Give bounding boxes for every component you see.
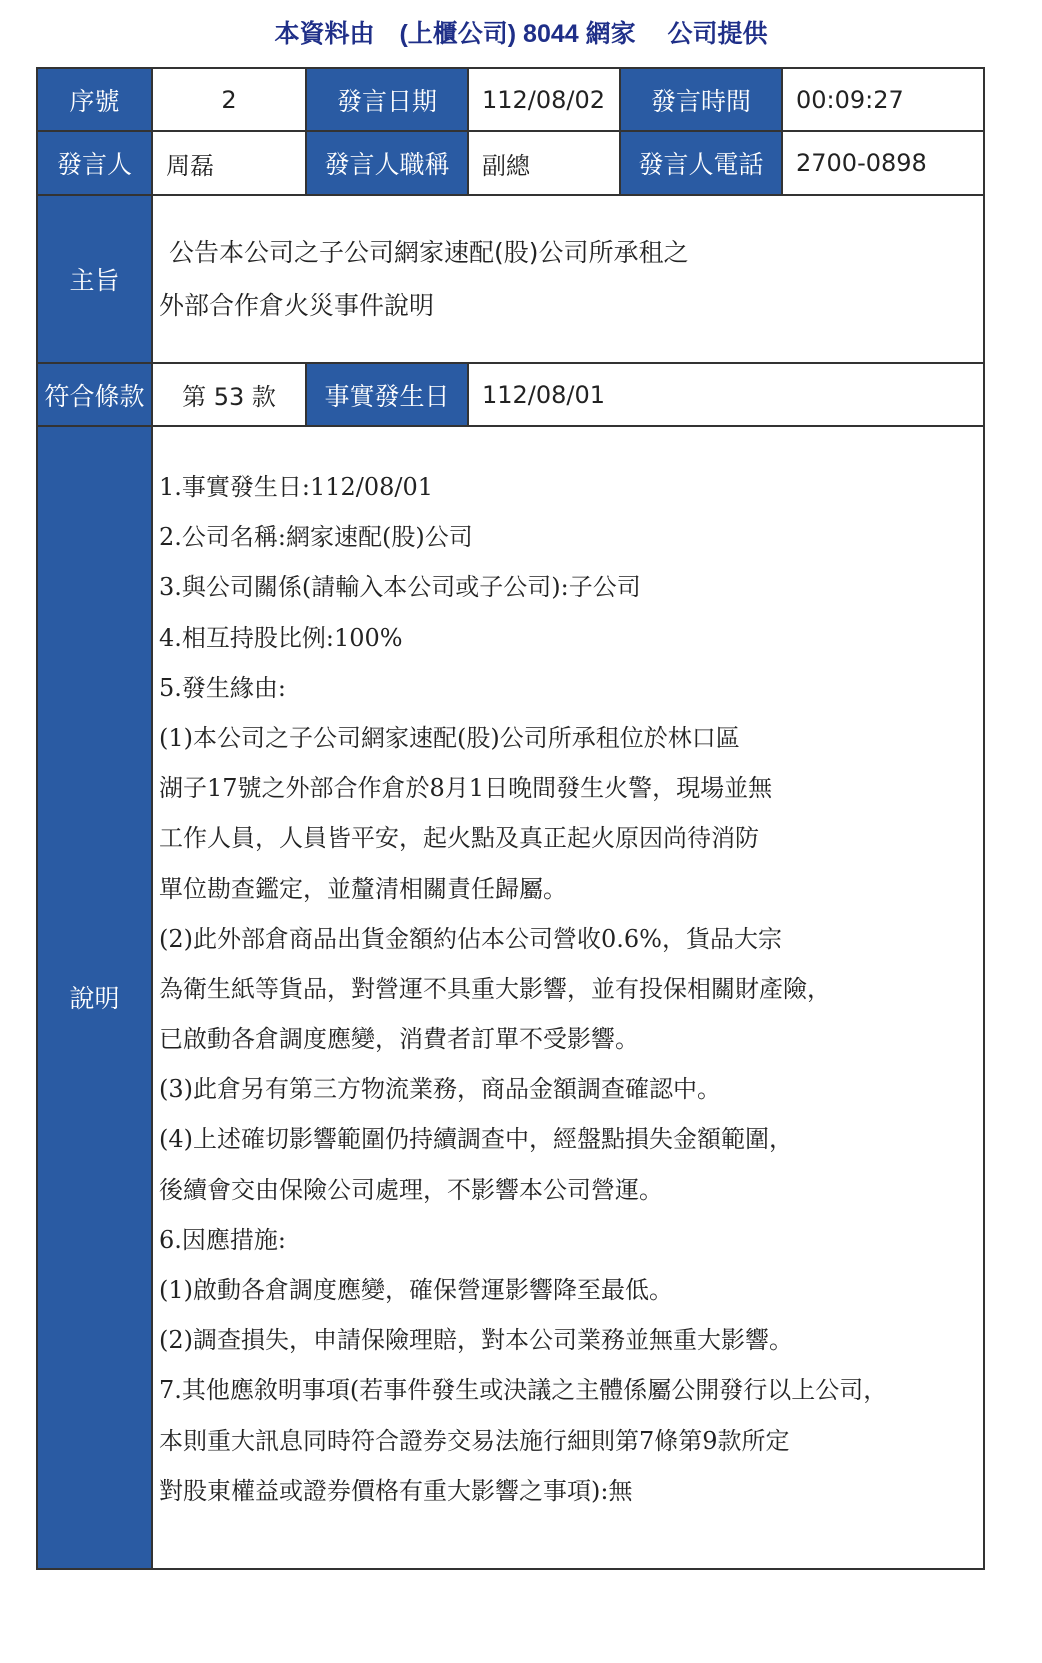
description-line: 7.其他應敘明事項(若事件發生或決議之主體係屬公開發行以上公司， — [159, 1376, 888, 1405]
speaker-value: 周磊 — [152, 131, 306, 195]
description-line: (4)上述確切影響範圍仍持續調查中，經盤點損失金額範圍， — [159, 1125, 793, 1154]
speaker-title-value: 副總 — [468, 131, 620, 195]
description-line: 1.事實發生日:112/08/01 — [159, 473, 434, 501]
subject-line: 外部合作倉火災事件說明 — [159, 291, 435, 320]
speaker-title-label: 發言人職稱 — [306, 131, 468, 195]
description-line: 單位勘查鑑定，並釐清相關責任歸屬。 — [159, 874, 567, 903]
description-line: (1)本公司之子公司網家速配(股)公司所承租位於林口區 — [159, 723, 740, 752]
row-clause — [37, 363, 984, 426]
page-title: 本資料由 (上櫃公司) 8044 網家 公司提供 — [274, 20, 768, 48]
date-label: 發言日期 — [306, 68, 468, 131]
fact-date-value: 112/08/01 — [468, 363, 984, 426]
row-subject — [37, 195, 984, 363]
description-line: (3)此倉另有第三方物流業務，商品金額調查確認中。 — [159, 1075, 721, 1104]
row-speaker — [37, 131, 984, 195]
subject-value — [152, 195, 984, 363]
description-line: 工作人員，人員皆平安，起火點及真正起火原因尚待消防 — [159, 824, 759, 853]
description-line: 後續會交由保險公司處理，不影響本公司營運。 — [159, 1175, 663, 1204]
description-line: (2)此外部倉商品出貨金額約佔本公司營收0.6%，貨品大宗 — [159, 924, 782, 953]
date-value: 112/08/02 — [468, 68, 620, 131]
description-line: 湖子17號之外部合作倉於8月1日晚間發生火警，現場並無 — [159, 774, 773, 803]
fact-date-label: 事實發生日 — [306, 363, 468, 426]
description-line: 本則重大訊息同時符合證券交易法施行細則第7條第9款所定 — [159, 1426, 790, 1455]
description-line: 為衛生紙等貨品，對營運不具重大影響，並有投保相關財產險， — [159, 974, 831, 1003]
time-value: 00:09:27 — [782, 68, 984, 131]
subject-label: 主旨 — [37, 195, 152, 363]
row-description — [37, 426, 984, 1569]
clause-value: 第 53 款 — [152, 363, 306, 426]
time-label: 發言時間 — [620, 68, 782, 131]
description-label: 說明 — [37, 426, 152, 1569]
subject-line: 公告本公司之子公司網家速配(股)公司所承租之 — [169, 238, 689, 267]
seq-label: 序號 — [37, 68, 152, 131]
description-line: 3.與公司關係(請輸入本公司或子公司):子公司 — [159, 573, 641, 602]
description-line: (1)啟動各倉調度應變，確保營運影響降至最低。 — [159, 1276, 673, 1304]
description-line: 已啟動各倉調度應變，消費者訂單不受影響。 — [159, 1025, 639, 1054]
description-line: 6.因應措施: — [159, 1225, 286, 1254]
description-line: 對股東權益或證券價格有重大影響之事項):無 — [159, 1476, 633, 1505]
announcement-table — [36, 67, 985, 1570]
description-line: 2.公司名稱:網家速配(股)公司 — [159, 523, 473, 552]
speaker-phone-label: 發言人電話 — [620, 131, 782, 195]
speaker-label: 發言人 — [37, 131, 152, 195]
description-line: (2)調查損失，申請保險理賠，對本公司業務並無重大影響。 — [159, 1326, 793, 1355]
row-sequence — [37, 68, 984, 131]
seq-value: 2 — [152, 68, 306, 131]
clause-label: 符合條款 — [37, 363, 152, 426]
description-value — [152, 426, 984, 1569]
description-line: 5.發生緣由: — [159, 673, 286, 702]
speaker-phone-value: 2700-0898 — [782, 131, 984, 195]
description-line: 4.相互持股比例:100% — [159, 623, 403, 652]
